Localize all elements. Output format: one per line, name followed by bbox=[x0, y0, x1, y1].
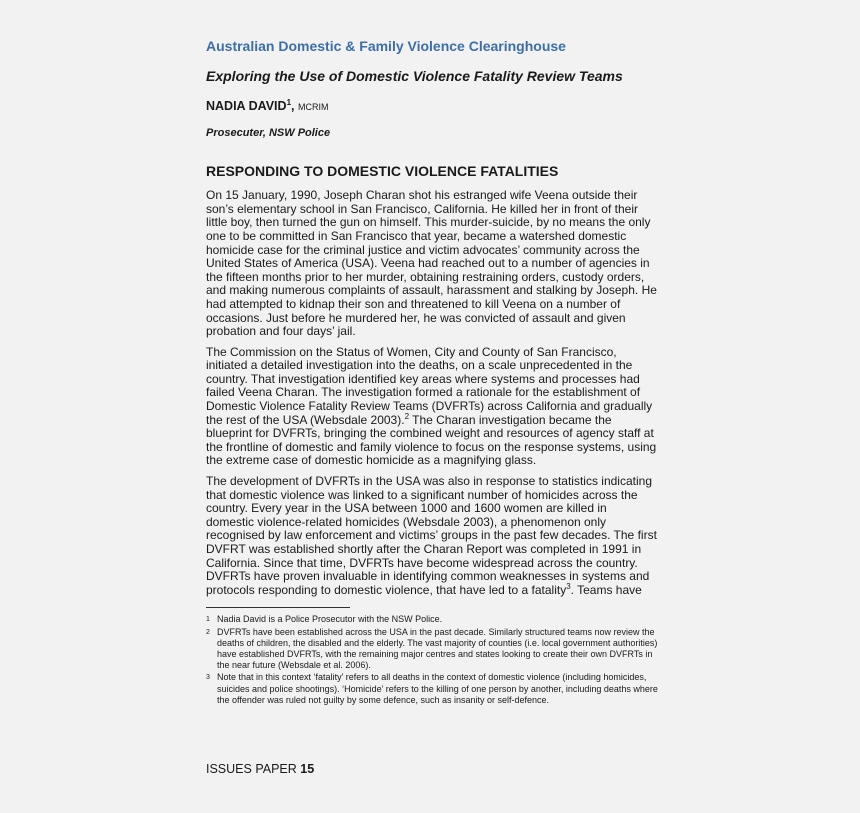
footnote bbox=[206, 627, 658, 672]
footnote-divider bbox=[206, 607, 350, 608]
footnote-number: 2 bbox=[206, 628, 210, 636]
page-content bbox=[206, 38, 658, 707]
author-footnote-ref: 1 bbox=[286, 98, 292, 107]
footnote-ref-3: 3 bbox=[566, 581, 571, 591]
footnote-text: DVFRTs have been established across the USA in the past decade. Similarly structured teams now review the deaths of children, the disabled and the elderly. The vast majority of counties (i.e. local government authorities) have established DVFRTs, with the remaining major centres and states looking to create their own DVFRTs in the near future (Websdale et al. 2006). bbox=[217, 626, 658, 671]
footnote-number: 1 bbox=[206, 616, 210, 624]
page-footer bbox=[206, 762, 314, 776]
organization-name: Australian Domestic & Family Violence Clearinghouse bbox=[206, 38, 566, 54]
footnote-text: Note that in this context ‘fatality’ refers to all deaths in the context of domestic violence (including homicides, suicides and police shootings). ‘Homicide’ refers to the killing of one person by another, including deaths where the offender was ruled not guilty by some defence, such as insanity or self-defence. bbox=[217, 672, 658, 705]
paragraph-3 bbox=[206, 475, 658, 597]
footnote bbox=[206, 672, 658, 706]
paper-title: Exploring the Use of Domestic Violence Fatality Review Teams bbox=[206, 68, 623, 84]
paragraph-2-text-b: The Charan investigation became the blueprint for DVFRTs, bringing the combined weight and resources of agency staff at the frontline of domestic and family violence to focus on the response systems, using the extreme case of domestic homicide as a magnifying glass. bbox=[206, 412, 657, 468]
author-name: NADIA DAVID bbox=[206, 99, 287, 114]
paragraph-2-text-a: The Commission on the Status of Women, City and County of San Francisco, initiated a detailed investigation into the deaths, on a scale unprecedented in the country. That investigation identified key areas where systems and processes had failed Veena Charan. The investigation formed a rationale for the establishment of Domestic Violence Fatality Review Teams (DVFRTs) across California and gradually the rest of the USA (Websdale 2003). bbox=[206, 344, 653, 427]
paragraph-2 bbox=[206, 346, 658, 468]
author-role: Prosecuter, NSW Police bbox=[206, 127, 331, 140]
footer-label: ISSUES PAPER bbox=[206, 762, 301, 776]
footer-issue-number: 15 bbox=[300, 762, 315, 776]
paragraph-3-text-a: The development of DVFRTs in the USA was also in response to statistics indicating that domestic violence was linked to a significant number of homicides across the country. Every year in the USA between 1000 and 1600 women are killed in domestic violence-related homicides (Websdale 2003), a phenomenon only recognised by law enforcement and victims’ groups in the past few decades. The first DVFRT was established shortly after the Charan Report was completed in 1991 in California. Since that time, DVFRTs have become widespread across the country. DVFRTs have proven invaluable in identifying common weaknesses in systems and protocols responding to domestic violence, that have led to a fatality bbox=[206, 474, 657, 597]
paragraph-3-text-b: . Teams have bbox=[570, 582, 642, 597]
author-credential: MCRIM bbox=[297, 102, 329, 113]
author-line bbox=[206, 98, 658, 113]
footnote-number: 3 bbox=[206, 674, 210, 682]
paragraph-1: On 15 January, 1990, Joseph Charan shot his estranged wife Veena outside their son’s elementary school in San Francisco, California. He killed her in front of their little boy, then turned the gun on himself. This murder-suicide, by no means the only one to be committed in San Francisco that year, became a watershed domestic homicide case for the criminal justice and victim advocates’ community across the United States of America (USA). Veena had reached out to a number of agencies in the fifteen months prior to her murder, obtaining restraining orders, custody orders, and making numerous complaints of assault, harassment and stalking by Joseph. He had attempted to kidnap their son and threatened to kill Veena on a number of occasions. Just before he murdered her, he was convicted of assault and given probation and four days’ jail. bbox=[206, 188, 657, 339]
footnote-ref-2: 2 bbox=[404, 411, 410, 421]
section-heading: RESPONDING TO DOMESTIC VIOLENCE FATALITIES bbox=[206, 163, 559, 180]
author-separator: , bbox=[291, 99, 295, 114]
footnote bbox=[206, 614, 658, 625]
footnote-text: Nadia David is a Police Prosecutor with the NSW Police. bbox=[217, 614, 443, 625]
